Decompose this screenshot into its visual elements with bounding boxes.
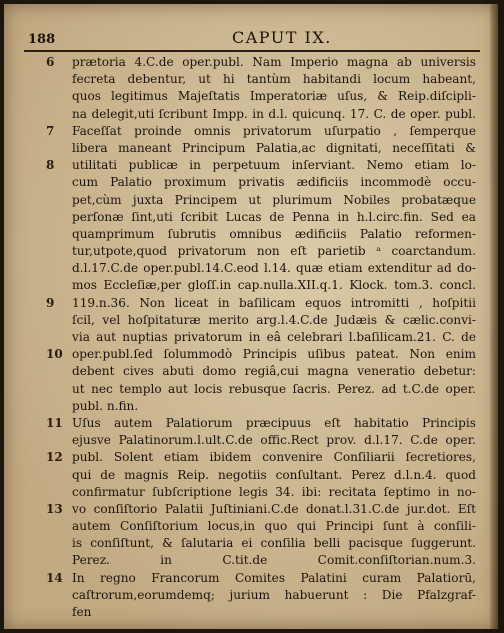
line-text: publ. Solent etiam ibidem convenire Conſiliarii ſecretiores, xyxy=(72,450,476,465)
text-line xyxy=(32,415,478,432)
text-line xyxy=(32,484,478,501)
text-line xyxy=(32,277,478,294)
line-text: confirmatur ſubſcriptione legis 34. ibi: recitata ſeptimo in no- xyxy=(72,484,476,499)
line-text: na delegit,uti ſcribunt Impp. in d.l. quicunq. 17. C. de oper. publ. xyxy=(72,106,476,121)
line-text: d.l.17.C.de oper.publ.14.C.eod l.14. quæ etiam extenditur ad do- xyxy=(72,261,476,276)
line-text: libera maneant Principum Palatia,ac dignitati, neceſſitati & xyxy=(72,140,476,155)
line-text: prætoria 4.C.de oper.publ. Nam Imperio magna ab universis xyxy=(72,55,476,69)
margin-number: 13 xyxy=(46,501,63,516)
margin-number: 8 xyxy=(46,158,55,173)
line-text: ejusve Palatinorum.l.ult.C.de offic.Rect prov. d.l.17. C.de oper. xyxy=(72,433,476,448)
text-line xyxy=(32,88,478,105)
page-number: 188 xyxy=(28,32,56,47)
line-text: is conſiſtunt, & ſalutaria ei conſilia belli pacisque ſuggerunt. xyxy=(72,536,476,551)
text-line xyxy=(32,312,478,329)
text-line xyxy=(32,467,478,484)
running-title: CAPUT IX. xyxy=(232,28,332,47)
text-line xyxy=(32,243,478,260)
line-text: publ. n.fin. xyxy=(72,398,139,413)
text-line xyxy=(32,226,478,243)
line-text: Faceſſat proinde omnis privatorum uſurpatio , ſemperque xyxy=(72,123,476,138)
margin-number: 12 xyxy=(46,450,63,465)
text-line xyxy=(32,535,478,552)
book-page xyxy=(4,4,498,629)
margin-number: 10 xyxy=(46,347,63,362)
text-line xyxy=(32,71,478,88)
page-header xyxy=(4,26,498,52)
text-line xyxy=(32,209,478,226)
text-line xyxy=(32,54,478,71)
line-text: debent cives abuti domo regiâ,cui magna veneratio debetur: xyxy=(72,364,476,379)
text-line xyxy=(32,604,478,621)
text-line xyxy=(32,174,478,191)
text-line xyxy=(32,260,478,277)
margin-number: 6 xyxy=(46,55,55,69)
text-line xyxy=(32,123,478,140)
line-text: quamprimum ſubrutis omnibus ædificiis Palatio reformen- xyxy=(72,226,476,241)
line-text: perſonæ ſint,uti ſcribit Lucas de Penna in h.l.circ.fin. Sed ea xyxy=(72,209,476,224)
margin-number: 7 xyxy=(46,123,55,138)
line-text: quos legitimus Majeſtatis Imperatoriæ uſus, & Reip.diſcipli- xyxy=(72,89,476,104)
text-line xyxy=(32,398,478,415)
text-line xyxy=(32,329,478,346)
line-text: Uſus autem Palatiorum præcipuus eſt habitatio Principis xyxy=(72,415,476,430)
line-text: vo conſiſtorio Palatii Juſtiniani.C.de donat.l.31.C.de jur.dot. Eſt xyxy=(72,501,476,516)
line-text: In regno Francorum Comites Palatini curam Palatiorū, xyxy=(72,570,476,585)
line-text: fecreta debentur, ut hi tantùm habitandi locum habeant, xyxy=(72,72,476,87)
text-line xyxy=(32,570,478,587)
margin-number: 9 xyxy=(46,295,55,310)
line-text: 119.n.36. Non liceat in baſilicam equos intromitti , hoſpitii xyxy=(72,295,476,310)
text-line xyxy=(32,140,478,157)
line-text: Perez. in C.tit.de Comit.conſiſtorian.num.3. xyxy=(72,553,476,568)
line-text: ut nec templo aut locis rebusque ſacris. Perez. ad t.C.de oper. xyxy=(72,381,476,396)
text-line xyxy=(32,363,478,380)
line-text: ſcil, vel hoſpitaturæ merito arg.l.4.C.de Judæis & cælic.convi- xyxy=(72,312,476,327)
line-text: utilitati publicæ in perpetuum inſerviant. Nemo etiam lo- xyxy=(72,158,476,173)
line-text: tur,utpote,quod privatorum non eſt parietib ᵃ coarctandum. xyxy=(72,244,476,259)
body-text xyxy=(32,54,478,621)
line-text: autem Conſiſtorium locus,in quo qui Principi ſunt à conſili- xyxy=(72,519,476,534)
line-text: qui de magnis Reip. negotiis conſultant. Perez d.l.n.4. quod xyxy=(72,467,476,482)
text-line xyxy=(32,106,478,123)
text-line xyxy=(32,381,478,398)
text-line xyxy=(32,552,478,569)
header-rule xyxy=(24,50,480,52)
text-line xyxy=(32,157,478,174)
margin-number: 11 xyxy=(46,415,63,430)
line-text: mos Eccleſiæ,per gloſſ.in cap.nulla.XII.q.1. Klock. tom.3. concl. xyxy=(72,278,476,293)
line-text: pet,cùm juxta Principem ut plurimum Nobiles probatæque xyxy=(72,192,476,207)
text-line xyxy=(32,587,478,604)
page-edge-shadow xyxy=(490,4,498,629)
text-line xyxy=(32,192,478,209)
text-line xyxy=(32,449,478,466)
line-text: via aut nuptias privatorum in eâ celebrari l.baſilicam.21. C. de xyxy=(72,330,476,344)
line-text: oper.publ.ſed ſolummodò Principis uſibus pateat. Non enim xyxy=(72,347,476,362)
text-line xyxy=(32,295,478,312)
text-line xyxy=(32,346,478,363)
margin-number: 14 xyxy=(46,570,63,585)
text-line xyxy=(32,518,478,535)
line-text: fen xyxy=(72,605,92,619)
line-text: caſtrorum,eorumdemq; jurium habuerunt : Die Pfalzgraf- xyxy=(72,587,476,602)
text-line xyxy=(32,501,478,518)
line-text: cum Palatio proximum privatis ædificiis incommodè occu- xyxy=(72,175,476,190)
text-line xyxy=(32,432,478,449)
